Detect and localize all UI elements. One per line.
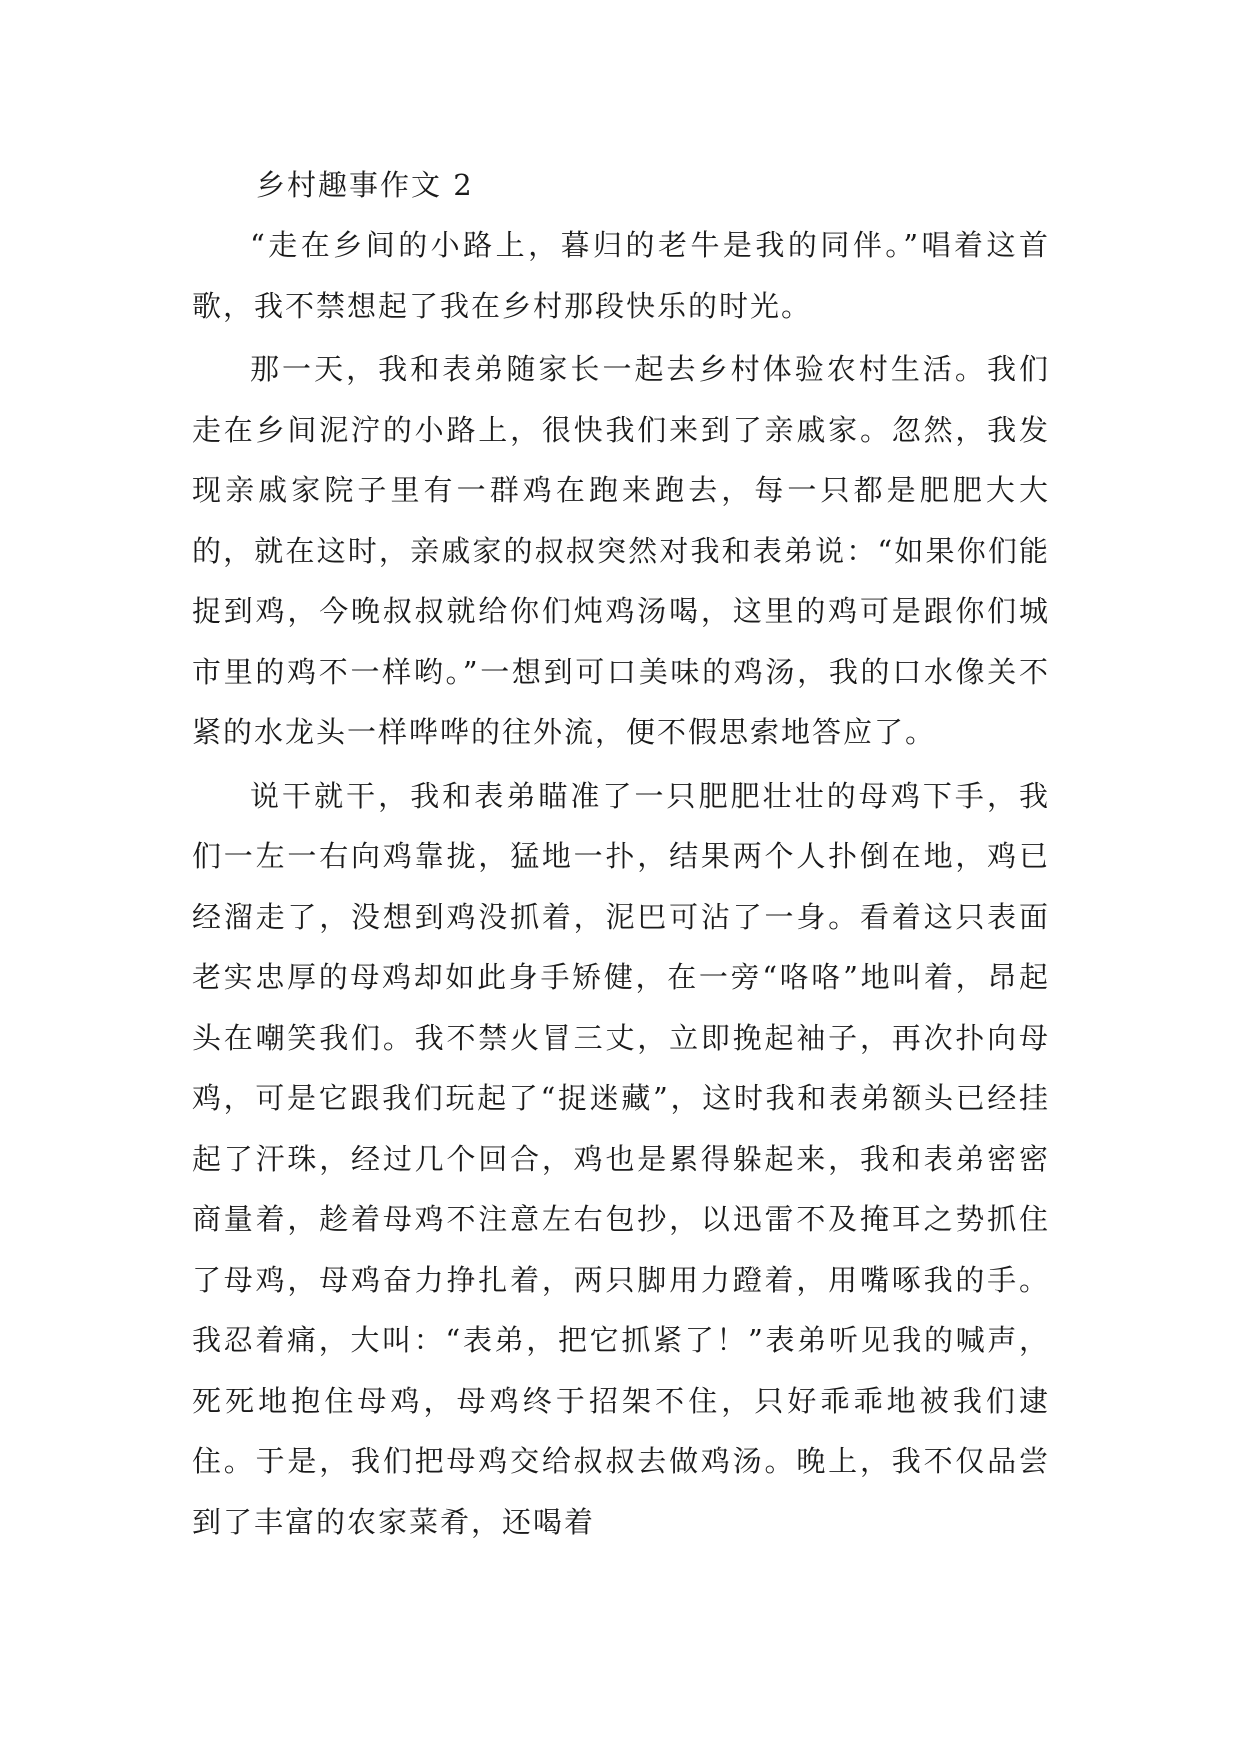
- document-page: [192, 155, 1050, 1552]
- paragraph-2: 那一天，我和表弟随家长一起去乡村体验农村生活。我们走在乡间泥泞的小路上，很快我们来到了亲戚家。忽然，我发现亲戚家院子里有一群鸡在跑来跑去，每一只都是肥肥大大的，就在这时，亲戚家的叔叔突然对我和表弟说：“如果你们能捉到鸡，今晚叔叔就给你们炖鸡汤喝，这里的鸡可是跟你们城市里的鸡不一样哟。”一想到可口美味的鸡汤，我的口水像关不紧的水龙头一样哗哗的往外流，便不假思索地答应了。: [192, 352, 1050, 749]
- paragraph-3: 说干就干，我和表弟瞄准了一只肥肥壮壮的母鸡下手，我们一左一右向鸡靠拢，猛地一扑，结果两个人扑倒在地，鸡已经溜走了，没想到鸡没抓着，泥巴可沾了一身。看着这只表面老实忠厚的母鸡却如此身手矫健，在一旁“咯咯”地叫着，昂起头在嘲笑我们。我不禁火冒三丈，立即挽起袖子，再次扑向母鸡，可是它跟我们玩起了“捉迷藏”，这时我和表弟额头已经挂起了汗珠，经过几个回合，鸡也是累得躲起来，我和表弟密密商量着，趁着母鸡不注意左右包抄，以迅雷不及掩耳之势抓住了母鸡，母鸡奋力挣扎着，两只脚用力蹬着，用嘴啄我的手。我忍着痛，大叫：“表弟，把它抓紧了！”表弟听见我的喊声，死死地抱住母鸡，母鸡终于招架不住，只好乖乖地被我们逮住。于是，我们把母鸡交给叔叔去做鸡汤。晚上，我不仅品尝到了丰富的农家菜肴，还喝着: [192, 778, 1050, 1539]
- document-title: 乡村趣事作文 2: [256, 168, 474, 202]
- paragraph-1: “走在乡间的小路上，暮归的老牛是我的同伴。”唱着这首歌，我不禁想起了我在乡村那段快乐的时光。: [192, 228, 1050, 323]
